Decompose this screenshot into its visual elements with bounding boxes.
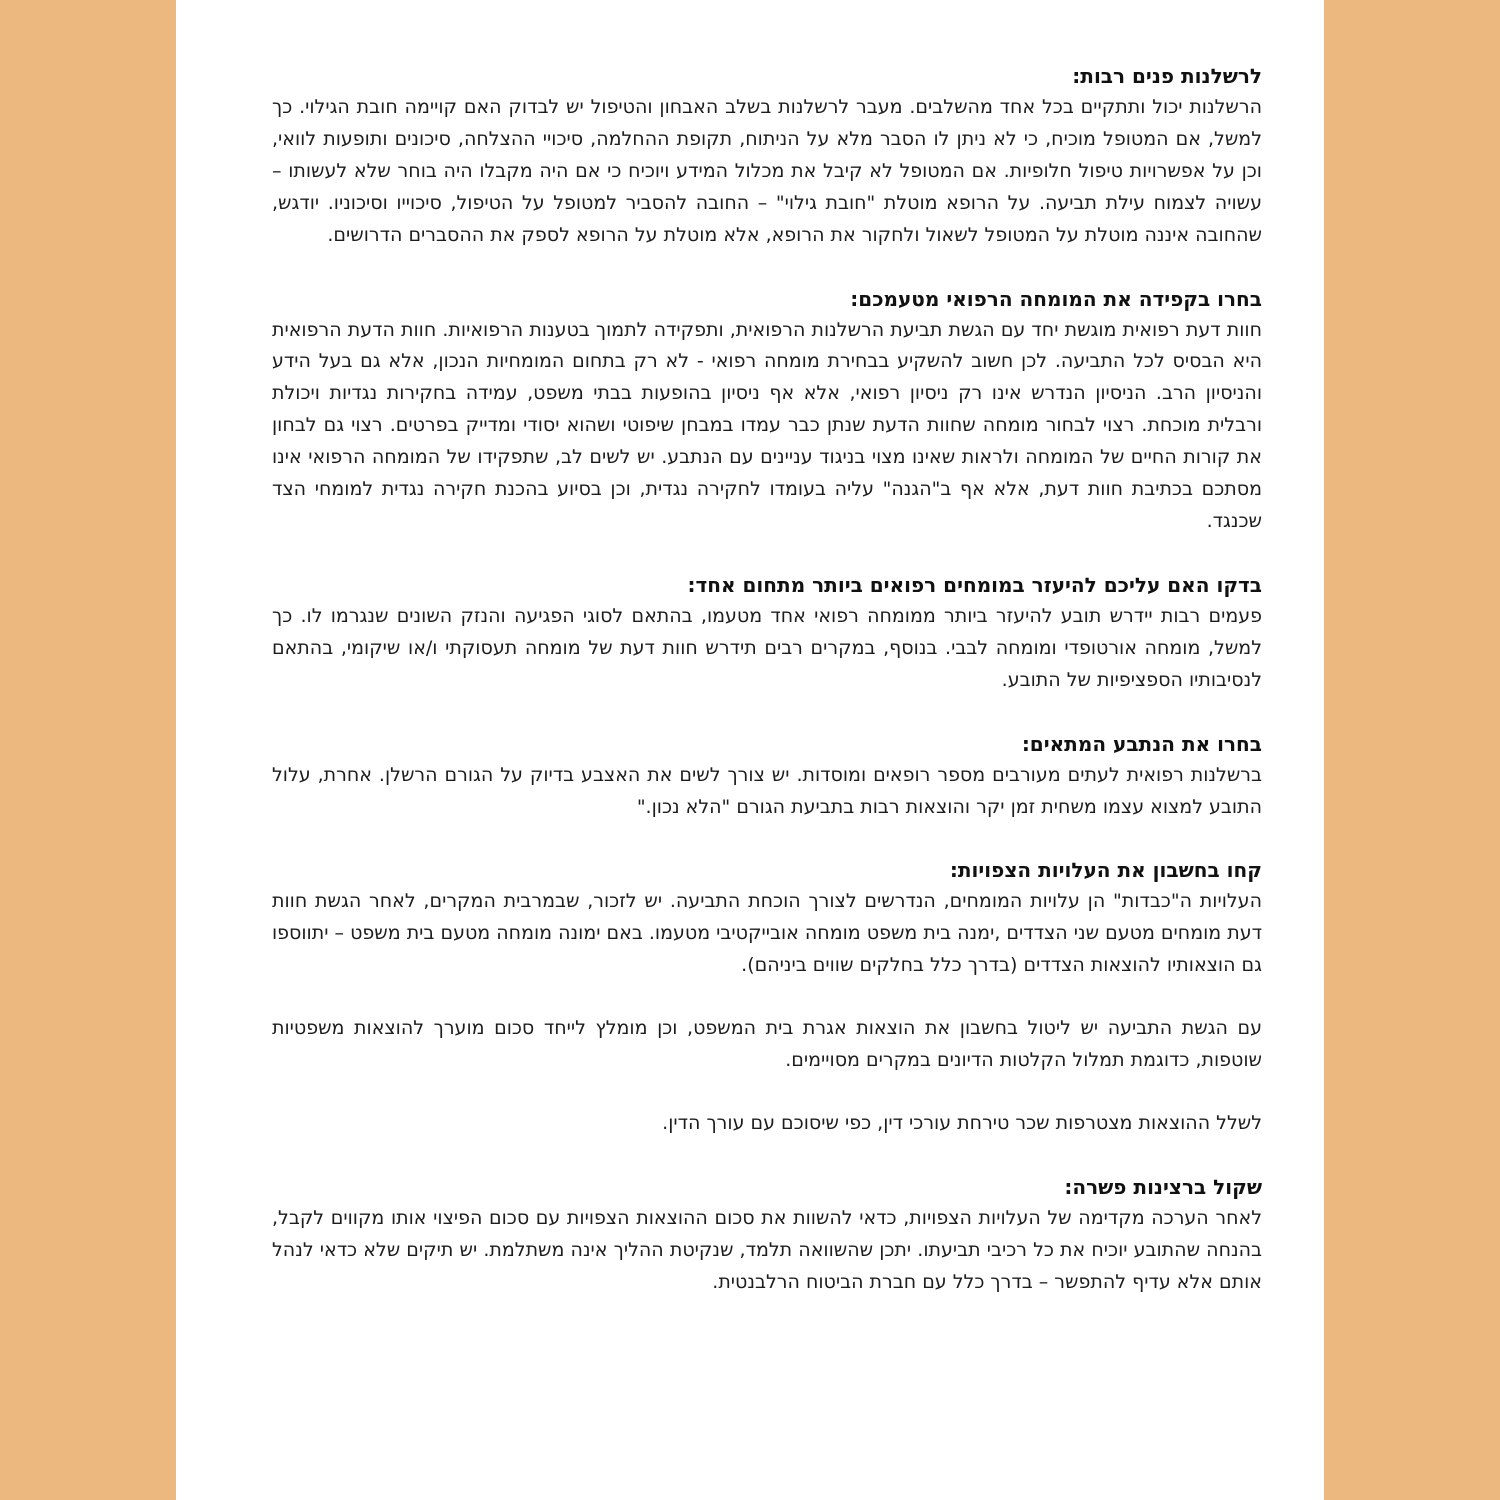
section-body: עם הגשת התביעה יש ליטול בחשבון את הוצאות אגרת בית המשפט, וכן מומלץ לייחד סכום מוערך להוצאות משפטיות שוטפות, כדוגמת תמלול הקלטות הדיונים במקרים מסויימים. xyxy=(272,1017,1262,1072)
section-choose-expert xyxy=(272,283,1262,538)
section-body: פעמים רבות יידרש תובע להיעזר ביותר ממומחה רפואי אחד מטעמו, בהתאם לסוגי הפגיעה והנזק השונים שנגרמו לו. כך למשל, מומחה אורטופדי ומומחה לבבי. בנוסף, במקרים רבים תידרש חוות דעת של מומחה תעסוקתי ו/או שיקומי, בהתאם לנסיבותיו הספציפיות של התובע. xyxy=(272,604,1262,691)
section-multiple-experts xyxy=(272,569,1262,697)
section-court-fees xyxy=(272,1013,1262,1077)
section-body: לשלל ההוצאות מצטרפות שכר טירחת עורכי דין, כפי שיסוכם עם עורך הדין. xyxy=(662,1111,1262,1134)
section-lawyer-fees xyxy=(272,1108,1262,1140)
section-choose-defendant xyxy=(272,728,1262,824)
section-heading: קחו בחשבון את העלויות הצפויות: xyxy=(949,858,1262,883)
section-settlement xyxy=(272,1171,1262,1299)
section-heading: בחרו את הנתבע המתאים: xyxy=(1021,731,1262,756)
section-body: העלויות ה"כבדות" הן עלויות המומחים, הנדרשים לצורך הוכחת התביעה. יש לזכור, שבמרבית המקרים, לאחר הגשת חוות דעת מומחים מטעם שני הצדדים ,ימנה בית משפט מומחה אובייקטיבי מטעמו. באם ימונה מומחה מטעם בית משפט – יתווספו גם הוצאותיו להוצאות הצדדים (בדרך כלל בחלקים שווים ביניהם). xyxy=(272,890,1262,977)
section-body: ברשלנות רפואית לעתים מעורבים מספר רופאים ומוסדות. יש צורך לשים את האצבע בדיוק על הגורם הרשלן. אחרת, עלול התובע למצוא עצמו משחית זמן יקר והוצאות רבות בתביעת הגורם "הלא נכון." xyxy=(272,763,1262,818)
section-body: חוות דעת רפואית מוגשת יחד עם הגשת תביעת הרשלנות הרפואית, ותפקידה לתמוך בטענות הרפואיות. חוות הדעת הרפואית היא הבסיס לכל התביעה. לכן חשוב להשקיע בבחירת מומחה רפואי - לא רק בתחום המומחיות הנכון, אלא גם בעל הידע והניסיון הרב. הניסיון הנדרש אינו רק ניסיון רפואי, אלא אף ניסיון בהופעות בבתי משפט, עמידה בחקירות נגדיות ויכולת ורבלית מוכחת. רצוי לבחור מומחה שחוות הדעת שנתן כבר עמדו במבחן שיפוטי ושהוא יסודי ומדייק בפרטים. רצוי גם לבחון את קורות החיים של המומחה ולראות שאינו מצוי בניגוד עניינים עם הנתבע. יש לשים לב, שתפקידו של המומחה הרפואי אינו מסתכם בכתיבת חוות דעת, אלא אף ב"הגנה" עליה בעומדו לחקירה נגדית, וכן בסיוע בהכנת חקירה נגדית למומחי הצד שכנגד. xyxy=(272,318,1262,532)
section-heading: בדקו האם עליכם להיעזר במומחים רפואים ביותר מתחום אחד: xyxy=(687,572,1262,597)
section-expected-costs xyxy=(272,854,1262,982)
document-page xyxy=(176,0,1324,1500)
section-heading: שקול ברצינות פשרה: xyxy=(1064,1174,1262,1199)
section-heading: לרשלנות פנים רבות: xyxy=(1072,64,1262,88)
section-heading: בחרו בקפידה את המומחה הרפואי מטעמכם: xyxy=(850,286,1262,311)
section-negligence-faces xyxy=(272,60,1262,252)
section-body: הרשלנות יכול ותתקיים בכל אחד מהשלבים. מעבר לרשלנות בשלב האבחון והטיפול יש לבדוק האם קויימה חובת הגילוי. כך למשל, אם המטופל מוכיח, כי לא ניתן לו הסבר מלא על הניתוח, תקופת ההחלמה, סיכויי ההצלחה, סיכונים ותופעות לוואי, וכן על אפשרויות טיפול חלופיות. אם המטופל לא קיבל את מכלול המידע ויוכיח כי אם היה מקבלו היה בוחר שלא לעשותו – עשויה לצמוח עילת תביעה. על הרופא מוטלת "חובת גילוי" – החובה להסביר למטופל על הטיפול, סיכוייו וסיכוניו. יודגש, שהחובה איננה מוטלת על המטופל לשאול ולחקור את הרופא, אלא מוטלת על הרופא לספק את ההסברים הדרושים. xyxy=(272,96,1262,246)
section-body: לאחר הערכה מקדימה של העלויות הצפויות, כדאי להשוות את סכום ההוצאות הצפויות עם סכום הפיצוי אותו מקווים לקבל, בהנחה שהתובע יוכיח את כל רכיבי תביעתו. יתכן שהשוואה תלמד, שנקיטת ההליך אינה משתלמת. יש תיקים שלא כדאי לנהל אותם אלא עדיף להתפשר – בדרך כלל עם חברת הביטוח הרלבנטית. xyxy=(272,1206,1262,1293)
